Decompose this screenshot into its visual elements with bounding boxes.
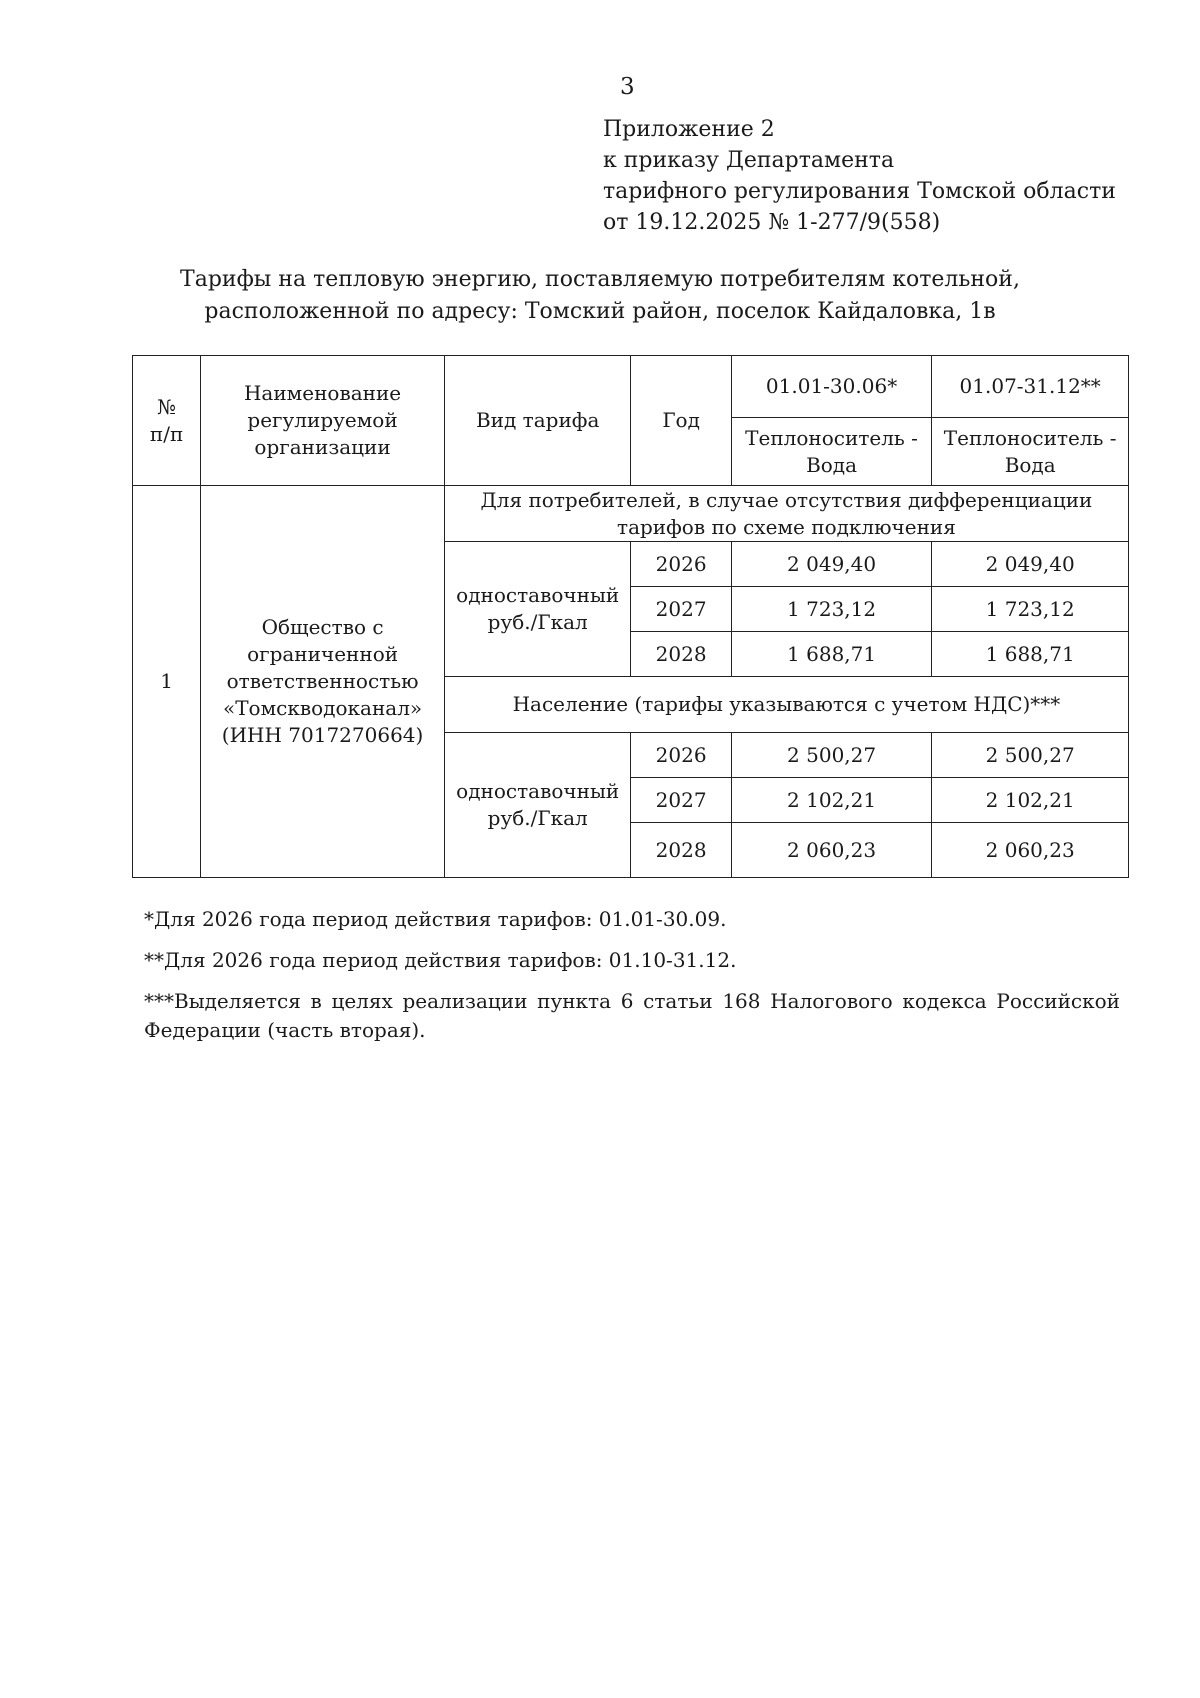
title-line: расположенной по адресу: Томский район, поселок Кайдаловка, 1в xyxy=(204,299,996,324)
tariff-kind xyxy=(444,733,631,878)
tariff-value: 2 500,27 xyxy=(932,733,1129,778)
organization-name xyxy=(201,486,445,878)
header-period-1: 01.01-30.06* xyxy=(731,356,932,418)
org-text: «Томскводоканал» xyxy=(222,696,423,720)
header-text: № xyxy=(157,394,177,419)
title-line: Тарифы на тепловую энергию, поставляемую потребителям котельной, xyxy=(180,267,1020,292)
year-cell: 2027 xyxy=(631,778,731,823)
header-carrier-1 xyxy=(731,418,932,486)
header-organization xyxy=(201,356,445,486)
header-text: регулируемой xyxy=(247,408,398,432)
tariff-kind-text: одноставочный xyxy=(456,779,620,803)
header-text: Наименование xyxy=(243,381,402,405)
org-text: (ИНН 7017270664) xyxy=(221,723,424,747)
page-number: 3 xyxy=(620,74,635,100)
tariff-value: 1 723,12 xyxy=(731,587,932,632)
org-text: Общество с xyxy=(261,615,384,639)
appendix-line: к приказу Департамента xyxy=(603,148,895,173)
appendix-line: тарифного регулирования Томской области xyxy=(603,179,1116,204)
document-title xyxy=(130,264,1070,328)
section-title-row xyxy=(133,486,1129,542)
header-text: Вода xyxy=(806,452,858,477)
appendix-line: Приложение 2 xyxy=(603,117,775,142)
tariff-kind-unit: руб./Гкал xyxy=(487,610,588,634)
footnote: *Для 2026 года период действия тарифов: 01.01-30.09. xyxy=(144,907,727,931)
footnote: **Для 2026 года период действия тарифов: 01.10-31.12. xyxy=(144,948,737,972)
header-period-2: 01.07-31.12** xyxy=(932,356,1129,418)
tariff-kind-text: одноставочный xyxy=(456,583,620,607)
header-text: Теплоноситель - xyxy=(745,425,918,450)
year-cell: 2028 xyxy=(631,632,731,677)
tariff-value: 2 049,40 xyxy=(932,542,1129,587)
tariff-kind xyxy=(444,542,631,677)
tariff-value: 1 688,71 xyxy=(731,632,932,677)
footnotes xyxy=(144,905,1120,1057)
tariff-value: 1 688,71 xyxy=(932,632,1129,677)
tariff-value: 2 102,21 xyxy=(731,778,932,823)
year-cell: 2027 xyxy=(631,587,731,632)
header-text: Теплоноситель - xyxy=(943,425,1117,450)
year-cell: 2028 xyxy=(631,823,731,878)
tariff-table xyxy=(132,355,1129,878)
appendix-line: от 19.12.2025 № 1-277/9(558) xyxy=(603,210,941,235)
table-header-row xyxy=(133,356,1129,418)
header-tariff-kind: Вид тарифа xyxy=(444,356,631,486)
header-year: Год xyxy=(631,356,731,486)
tariff-value: 2 060,23 xyxy=(932,823,1129,878)
header-text: п/п xyxy=(149,421,184,446)
section-title xyxy=(444,486,1128,542)
tariff-value: 2 102,21 xyxy=(932,778,1129,823)
header-text: Вода xyxy=(1004,452,1056,477)
header-carrier-2 xyxy=(932,418,1129,486)
tariff-value: 2 060,23 xyxy=(731,823,932,878)
appendix-header xyxy=(603,114,1116,238)
year-cell: 2026 xyxy=(631,733,731,778)
section-title-text: Для потребителей, в случае отсутствия дифференциации xyxy=(480,487,1093,512)
footnote: ***Выделяется в целях реализации пункта 6 статьи 168 Налогового кодекса Российской Федерации (часть вторая). xyxy=(144,989,1120,1042)
org-text: ограниченной xyxy=(247,642,399,666)
header-text: организации xyxy=(254,435,391,459)
header-number xyxy=(133,356,201,486)
year-cell: 2026 xyxy=(631,542,731,587)
tariff-value: 1 723,12 xyxy=(932,587,1129,632)
tariff-value: 2 500,27 xyxy=(731,733,932,778)
section-title-text: тарифов по схеме подключения xyxy=(617,514,956,539)
org-text: ответственностью xyxy=(226,669,419,693)
tariff-value: 2 049,40 xyxy=(731,542,932,587)
row-number: 1 xyxy=(133,486,201,878)
tariff-kind-unit: руб./Гкал xyxy=(487,806,588,830)
section-title: Население (тарифы указываются с учетом НДС)*** xyxy=(444,677,1128,733)
